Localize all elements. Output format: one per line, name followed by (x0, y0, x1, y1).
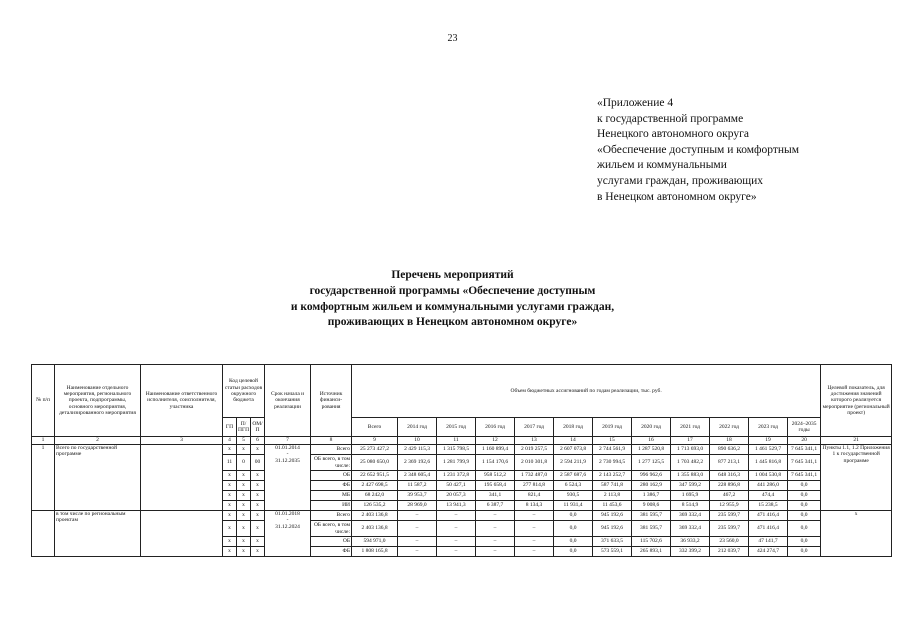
value-total: 594 971,0 (352, 537, 398, 547)
code-pp: х (237, 511, 251, 521)
code-om: 00 (251, 455, 265, 471)
value-year: 8 134,3 (515, 501, 554, 511)
code-gp: х (223, 501, 237, 511)
value-year: 235 599,7 (710, 511, 749, 521)
period-part: 31.12.2035 (275, 457, 300, 464)
column-number: 11 (437, 437, 476, 445)
value-year: 228 896,8 (710, 481, 749, 491)
funding-source: ИИ (311, 501, 352, 511)
value-year: 0,0 (788, 547, 821, 557)
row-target: х (821, 511, 892, 557)
code-pp: х (237, 521, 251, 537)
value-year: 0,0 (788, 481, 821, 491)
value-year: – (398, 547, 437, 557)
code-pp: х (237, 471, 251, 481)
row-name: в том числе по региональным проектам (55, 511, 141, 557)
period-part: - (286, 451, 289, 458)
row-period (265, 445, 311, 511)
value-year: – (476, 511, 515, 521)
value-year: 6 524,3 (554, 481, 593, 491)
header-volume: Объем бюджетных ассигнований по годам реализации, тыс. руб. (352, 365, 821, 418)
value-year: 2 348 605,4 (398, 471, 437, 481)
value-year: 2 744 561,9 (593, 445, 632, 455)
value-total: 25 273 427,2 (352, 445, 398, 455)
code-pp: 0 (237, 455, 251, 471)
title-line: Перечень мероприятий (391, 269, 514, 281)
value-year: 47 141,7 (749, 537, 788, 547)
value-year: 280 162,9 (632, 481, 671, 491)
value-total: 2 427 698,5 (352, 481, 398, 491)
code-gp: х (223, 511, 237, 521)
header-year: 2020 год (632, 418, 671, 437)
value-year: 996 962,6 (632, 471, 671, 481)
value-year: 15 238,5 (749, 501, 788, 511)
value-year: 2 010 301,8 (515, 455, 554, 471)
value-total: 22 652 951,5 (352, 471, 398, 481)
value-year: – (515, 511, 554, 521)
row-executor (141, 511, 223, 557)
funding-source: ФБ (311, 547, 352, 557)
header-row-1 (32, 365, 892, 418)
header-total: Всего (352, 418, 398, 437)
code-om: х (251, 481, 265, 491)
value-year: 9 008,6 (632, 501, 671, 511)
value-total: 2 403 136,8 (352, 521, 398, 537)
appendix-line: в Ненецком автономном округе» (597, 190, 757, 203)
column-number: 15 (593, 437, 632, 445)
value-year: 0,0 (788, 491, 821, 501)
value-year: – (398, 537, 437, 547)
value-year: 347 599,2 (671, 481, 710, 491)
value-year: 2 113,8 (593, 491, 632, 501)
value-year: 371 633,5 (593, 537, 632, 547)
value-year: 1 160 899,4 (476, 445, 515, 455)
value-year: 474,4 (749, 491, 788, 501)
header-period: Срок начала и окончания реализации (265, 365, 311, 437)
funding-source: МБ (311, 491, 352, 501)
value-year: 2 594 211,9 (554, 455, 593, 471)
code-gp: 11 (223, 455, 237, 471)
code-gp: х (223, 481, 237, 491)
title-line: государственной программы «Обеспечение доступным (309, 284, 596, 297)
row-executor (141, 445, 223, 511)
header-code-om: ОМ/ П (251, 418, 265, 437)
value-year: 265 893,1 (632, 547, 671, 557)
column-number: 14 (554, 437, 593, 445)
column-number: 21 (821, 437, 892, 445)
value-year: – (515, 547, 554, 557)
code-om: х (251, 491, 265, 501)
code-om: х (251, 537, 265, 547)
value-year: – (515, 537, 554, 547)
header-year: 2018 год (554, 418, 593, 437)
column-number: 4 (223, 437, 237, 445)
code-pp: х (237, 491, 251, 501)
funding-source: ОБ всего, в том числе: (311, 521, 352, 537)
value-year: 1 703 482,2 (671, 455, 710, 471)
column-number: 5 (237, 437, 251, 445)
value-year: 6 387,7 (476, 501, 515, 511)
column-number: 17 (671, 437, 710, 445)
value-year: 381 595,7 (632, 511, 671, 521)
value-year: 1 695,9 (671, 491, 710, 501)
row-name: Всего по государственной программе (55, 445, 141, 511)
value-year: 2 730 994,5 (593, 455, 632, 471)
header-year: 2014 год (398, 418, 437, 437)
code-om: х (251, 511, 265, 521)
value-year: – (398, 511, 437, 521)
table-row (32, 445, 892, 455)
value-year: 2 607 073,8 (554, 445, 593, 455)
value-year: 424 274,7 (749, 547, 788, 557)
header-source: Источник финанси- рования (311, 365, 352, 437)
value-year: 0,0 (788, 511, 821, 521)
value-year: 648 316,3 (710, 471, 749, 481)
value-year: 0,0 (554, 547, 593, 557)
value-year: 36 933,2 (671, 537, 710, 547)
value-year: 587 741,8 (593, 481, 632, 491)
column-number: 8 (311, 437, 352, 445)
funding-source: ФБ (311, 481, 352, 491)
column-number: 18 (710, 437, 749, 445)
value-year: 1 445 816,8 (749, 455, 788, 471)
code-gp: х (223, 491, 237, 501)
period-part: - (286, 517, 289, 524)
value-year: – (437, 537, 476, 547)
value-year: 381 595,7 (632, 521, 671, 537)
code-gp: х (223, 471, 237, 481)
value-year: 958 512,2 (476, 471, 515, 481)
funding-source: ОБ (311, 537, 352, 547)
value-year: 2 587 687,6 (554, 471, 593, 481)
value-year: 7 645 341,1 (788, 471, 821, 481)
column-number: 16 (632, 437, 671, 445)
value-year: 50 427,1 (437, 481, 476, 491)
column-number: 6 (251, 437, 265, 445)
value-year: 2 143 252,7 (593, 471, 632, 481)
value-year: – (437, 521, 476, 537)
value-year: 0,0 (788, 521, 821, 537)
value-year: 821,4 (515, 491, 554, 501)
value-total: 68 242,0 (352, 491, 398, 501)
value-year: 573 559,1 (593, 547, 632, 557)
value-year: 1 461 529,7 (749, 445, 788, 455)
value-year: 1 277 125,5 (632, 455, 671, 471)
value-year: 7 645 341,1 (788, 455, 821, 471)
header-year: 2015 год (437, 418, 476, 437)
appendix-line: услугами граждан, проживающих (597, 174, 764, 187)
value-year: – (476, 521, 515, 537)
appendix-caption (597, 96, 799, 205)
value-year: 2 369 192,6 (398, 455, 437, 471)
value-total: 25 080 650,0 (352, 455, 398, 471)
title-line: проживающих в Ненецком автономном округе» (327, 316, 578, 329)
column-number: 13 (515, 437, 554, 445)
value-year: 0,0 (788, 537, 821, 547)
value-year: 11 587,2 (398, 481, 437, 491)
value-year: 877 213,1 (710, 455, 749, 471)
value-year: 115 702,6 (632, 537, 671, 547)
value-year: 945 192,6 (593, 521, 632, 537)
value-year: – (437, 547, 476, 557)
value-year: 235 599,7 (710, 521, 749, 537)
header-executor: Наименование ответственного исполнителя, соисполнителя, участника (141, 365, 223, 437)
value-year: 930,5 (554, 491, 593, 501)
measures-table (31, 364, 892, 557)
value-year: 1 315 798,5 (437, 445, 476, 455)
value-year: 1 287 520,8 (632, 445, 671, 455)
value-year: 945 192,6 (593, 511, 632, 521)
value-year: – (437, 511, 476, 521)
value-year: 890 636,2 (710, 445, 749, 455)
value-year: 212 039,7 (710, 547, 749, 557)
value-year: 441 286,0 (749, 481, 788, 491)
page-number: 23 (447, 33, 458, 44)
funding-source: Всего (311, 511, 352, 521)
value-year: 39 953,7 (398, 491, 437, 501)
value-year: 332 399,2 (671, 547, 710, 557)
value-year: 12 955,9 (710, 501, 749, 511)
table-body (32, 365, 892, 557)
appendix-line: Ненецкого автономного округа (597, 128, 749, 141)
value-year: 341,1 (476, 491, 515, 501)
period-part: 01.01.2018 (275, 511, 300, 517)
header-year: 2024–2035 годы (788, 418, 821, 437)
appendix-line: жильем и коммунальными (597, 159, 727, 172)
column-number: 12 (476, 437, 515, 445)
code-om: х (251, 521, 265, 537)
funding-source: Всего (311, 445, 352, 455)
header-year: 2022 год (710, 418, 749, 437)
code-gp: х (223, 537, 237, 547)
value-year: 0,0 (788, 501, 821, 511)
code-om: х (251, 547, 265, 557)
appendix-line: «Приложение 4 (597, 97, 674, 109)
header-year: 2019 год (593, 418, 632, 437)
row-target: Пункты 1.1, 1.2 Приложения 1 к государственной программе (821, 445, 892, 511)
value-year: 11 931,4 (554, 501, 593, 511)
column-number: 7 (265, 437, 311, 445)
column-number: 1 (32, 437, 55, 445)
header-num: № п/п (32, 365, 55, 437)
value-year: 11 453,6 (593, 501, 632, 511)
code-pp: х (237, 501, 251, 511)
value-year: 1 713 693,0 (671, 445, 710, 455)
header-code-pp: П/ ПГП (237, 418, 251, 437)
row-period (265, 511, 311, 557)
appendix-line: к государственной программе (597, 112, 744, 125)
value-year: 13 941,3 (437, 501, 476, 511)
value-year: 1 281 799,9 (437, 455, 476, 471)
appendix-line: «Обеспечение доступным и комфортным (597, 143, 800, 156)
header-year: 2017 год (515, 418, 554, 437)
header-year: 2021 год (671, 418, 710, 437)
code-pp: х (237, 537, 251, 547)
column-number: 3 (141, 437, 223, 445)
value-year: 2 429 115,3 (398, 445, 437, 455)
value-year: 471 416,4 (749, 511, 788, 521)
header-code: Код целевой статьи расходов окружного бюджета (223, 365, 265, 418)
value-year: 369 332,4 (671, 521, 710, 537)
column-number: 9 (352, 437, 398, 445)
value-year: – (476, 537, 515, 547)
value-year: 1 355 883,0 (671, 471, 710, 481)
header-year: 2016 год (476, 418, 515, 437)
value-year: – (476, 547, 515, 557)
code-gp: х (223, 521, 237, 537)
value-year: 195 658,4 (476, 481, 515, 491)
header-year: 2023 год (749, 418, 788, 437)
value-total: 2 403 136,8 (352, 511, 398, 521)
value-year: 8 514,9 (671, 501, 710, 511)
value-year: 467,2 (710, 491, 749, 501)
column-numbers-row (32, 437, 892, 445)
value-year: – (515, 521, 554, 537)
funding-source: ОБ (311, 471, 352, 481)
title-line: и комфортным жильем и коммунальными услугами граждан, (290, 300, 615, 313)
column-number: 10 (398, 437, 437, 445)
value-year: 7 645 341,1 (788, 445, 821, 455)
value-year: – (398, 521, 437, 537)
value-year: 20 057,3 (437, 491, 476, 501)
value-year: 1 004 530,8 (749, 471, 788, 481)
code-pp: х (237, 481, 251, 491)
table-row (32, 511, 892, 521)
row-num (32, 511, 55, 557)
header-name: Наименование отдельного мероприятия, регионального проекта, подпрограммы, основного мероприятия, детализированного мероприятия (55, 365, 141, 437)
value-year: 1 231 372,8 (437, 471, 476, 481)
header-code-gp: ГП (223, 418, 237, 437)
value-year: 0,0 (554, 511, 593, 521)
code-om: х (251, 445, 265, 455)
value-year: 0,0 (554, 521, 593, 537)
column-number: 2 (55, 437, 141, 445)
column-number: 19 (749, 437, 788, 445)
row-num: 1 (32, 445, 55, 511)
value-year: 1 154 170,6 (476, 455, 515, 471)
value-year: 369 332,4 (671, 511, 710, 521)
header-target: Целевой показатель, для достижения значений которого реализуется мероприятие (региональный проект) (821, 365, 892, 437)
code-pp: х (237, 445, 251, 455)
code-gp: х (223, 445, 237, 455)
period-part: 31.12.2024 (275, 523, 300, 530)
value-year: 23 560,0 (710, 537, 749, 547)
value-year: 28 969,0 (398, 501, 437, 511)
period-part: 01.01.2014 (275, 445, 300, 451)
code-om: х (251, 501, 265, 511)
value-year: 1 732 487,0 (515, 471, 554, 481)
value-year: 1 386,7 (632, 491, 671, 501)
document-title (0, 268, 905, 331)
code-pp: х (237, 547, 251, 557)
value-year: 2 019 257,5 (515, 445, 554, 455)
funding-source: ОБ всего, в том числе: (311, 455, 352, 471)
code-gp: х (223, 547, 237, 557)
value-year: 471 416,4 (749, 521, 788, 537)
code-om: х (251, 471, 265, 481)
value-year: 0,0 (554, 537, 593, 547)
value-total: 126 535,2 (352, 501, 398, 511)
value-year: 277 814,8 (515, 481, 554, 491)
value-total: 1 808 165,8 (352, 547, 398, 557)
column-number: 20 (788, 437, 821, 445)
